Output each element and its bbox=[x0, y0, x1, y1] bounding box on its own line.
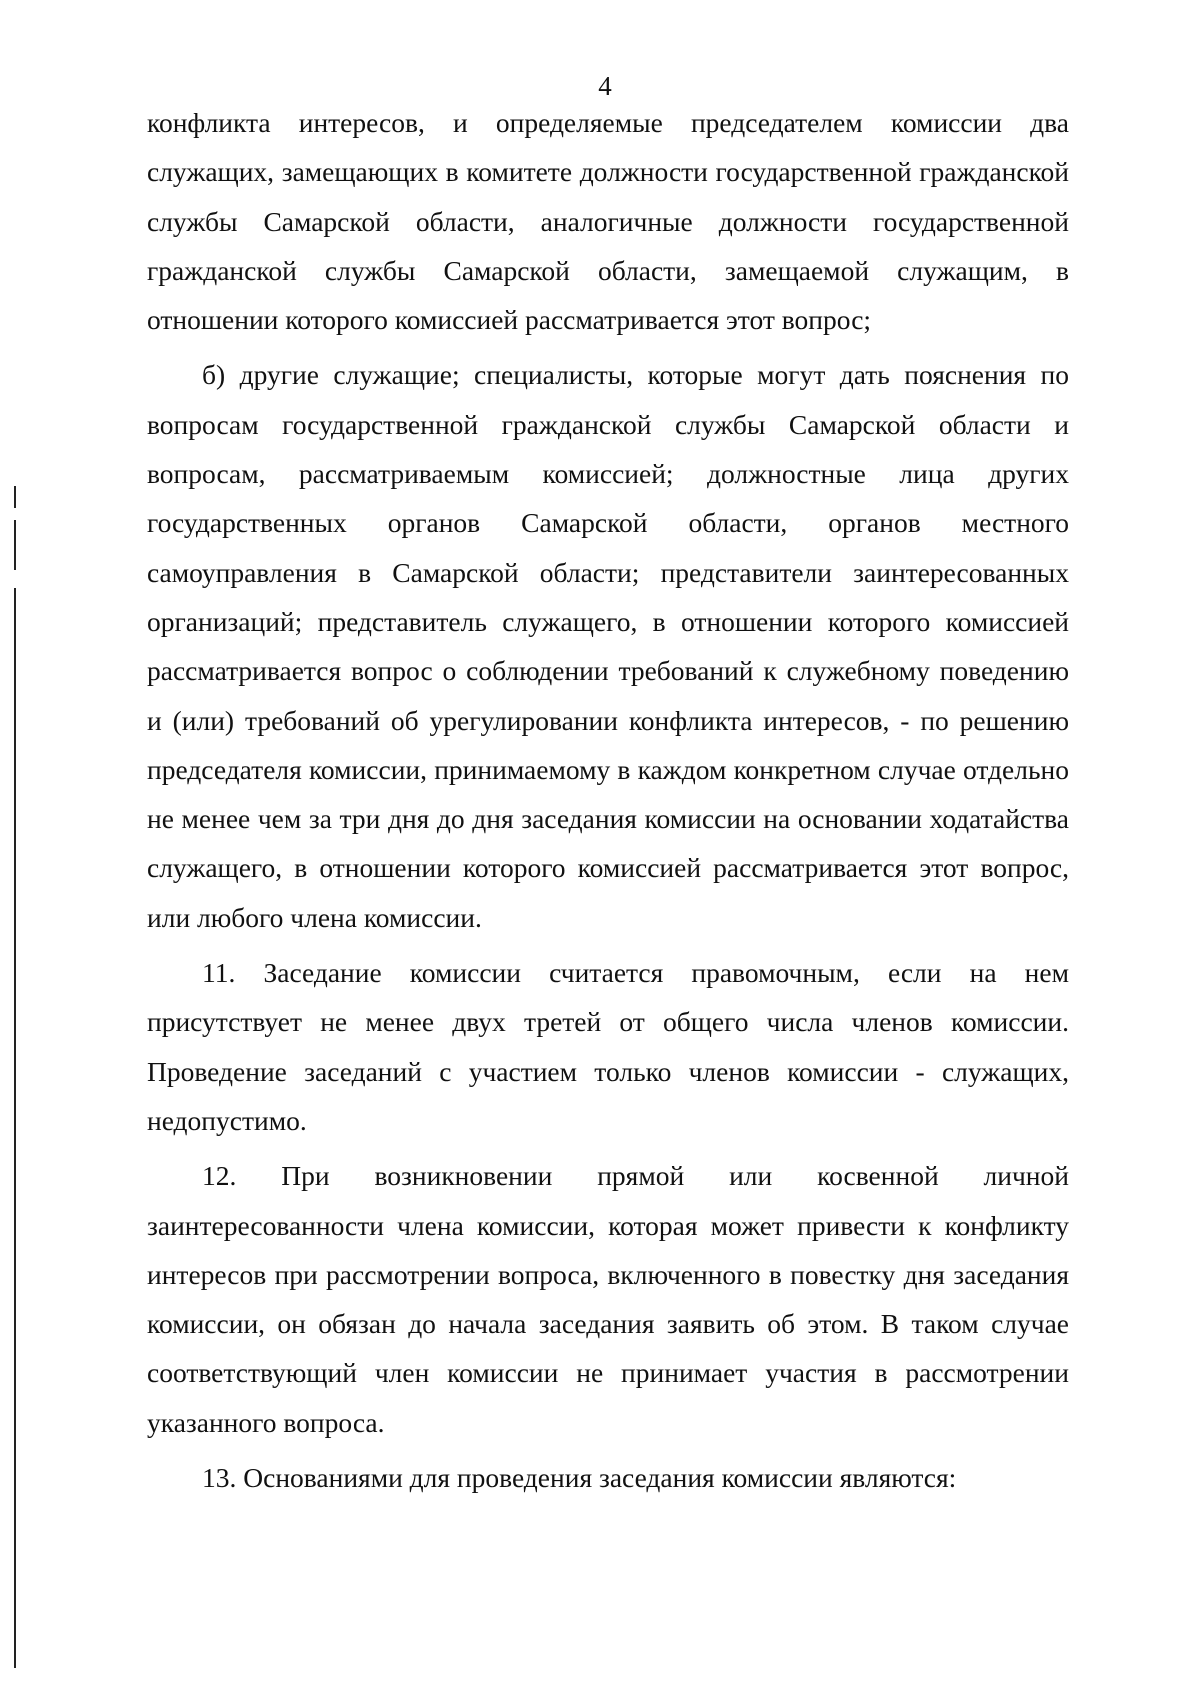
scan-edge-mark bbox=[14, 486, 16, 508]
paragraph-item-12: 12. При возникновении прямой или косвенной личной заинтересованности члена комиссии, которая может привести к конфликту интересов при рассмотрении вопроса, включенного в повестку дня заседания комиссии, он обязан до начала заседания заявить об этом. В таком случае соответствующий член комиссии не принимает участия в рассмотрении указанного вопроса. bbox=[147, 1160, 1069, 1438]
paragraph-item-13: 13. Основаниями для проведения заседания комиссии являются: bbox=[202, 1462, 957, 1494]
body-text bbox=[147, 98, 1069, 1502]
paragraph-continuation: конфликта интересов, и определяемые председателем комиссии два служащих, замещающих в комитете должности государственной гражданской службы Самарской области, аналогичные должности государственной гражданской службы Самарской области, замещаемой служащим, в отношении которого комиссией рассматривается этот вопрос; bbox=[147, 107, 1069, 336]
paragraph-item-11: 11. Заседание комиссии считается правомочным, если на нем присутствует не менее двух третей от общего числа членов комиссии. Проведение заседаний с участием только членов комиссии - служащих, недопустимо. bbox=[147, 957, 1069, 1136]
paragraph-item-b: б) другие служащие; специалисты, которые могут дать пояснения по вопросам государственной гражданской службы Самарской области и вопросам, рассматриваемым комиссией; должностные лица других государственных органов Самарской области, органов местного самоуправления в Самарской области; представители заинтересованных организаций; представитель служащего, в отношении которого комиссией рассматривается вопрос о соблюдении требований к служебному поведению и (или) требований об урегулировании конфликта интересов, - по решению председателя комиссии, принимаемому в каждом конкретном случае отдельно не менее чем за три дня до дня заседания комиссии на основании ходатайства служащего, в отношении которого комиссией рассматривается этот вопрос, или любого члена комиссии. bbox=[147, 359, 1069, 933]
scan-edge-mark bbox=[14, 520, 16, 570]
scan-edge-mark bbox=[14, 588, 16, 1668]
page-number: 4 bbox=[598, 71, 612, 101]
